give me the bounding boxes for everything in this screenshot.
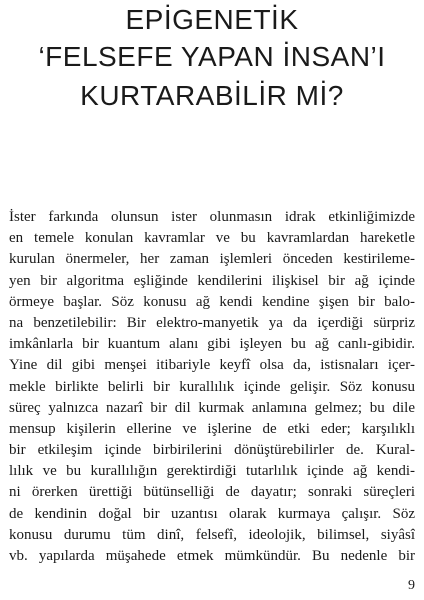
page-number: 9 [408, 578, 415, 593]
body-line: İster farkında olunsun ister olunmasın idrak etkinliğimizde [9, 209, 415, 225]
body-paragraph [9, 207, 415, 567]
body-line: kurulan önermeler, her zaman işlemleri önceden kestirileme- [9, 251, 415, 268]
body-line: imkânlarla bir kuantum alanı gibi işleyen bu ağ canlı-gibidir. [9, 336, 415, 353]
body-line: bir etkileşim içinde birbirilerini dönüştürebilirler de. Kural- [9, 442, 415, 459]
body-line: Yine dil gibi menşei itibariyle keyfî olsa da, istisnaları içer- [9, 357, 415, 374]
chapter-title-line-1: EPİGENETİK [125, 4, 299, 35]
chapter-title-line-3: KURTARABİLİR Mİ? [80, 80, 344, 111]
body-line: ni örerken ürettiği bütünselliği de dayatır; sonraki süreçleri [9, 484, 415, 501]
body-line: de kendinin doğal bir uzantısı olarak kurmaya çalışır. Söz [9, 505, 415, 522]
body-line: na benzetilebilir: Bir elektro-manyetik ya da içerdiği sürpriz [9, 314, 415, 331]
body-line: süreç yalnızca nazarî bir dil kurmak anlamına gelmez; bu dile [9, 399, 415, 416]
body-line: konusu durumu tüm dinî, felsefî, ideolojik, bilimsel, siyâsî [9, 526, 415, 543]
body-line: yen bir algoritma eşliğinde kendilerini ilişkisel bir ağ içinde [9, 272, 415, 289]
body-line: en temele konulan kavramlar ve bu kavramlardan hareketle [9, 230, 415, 247]
body-line: mensup kişilerin ellerine ve işlerine de etki eder; karşılıklı [9, 420, 415, 437]
body-line: lılık ve bu kurallılığın gerektirdiği tutarlılık içinde ağ kendi- [9, 463, 415, 480]
body-line: örmeye başlar. Söz konusu ağ kendi kendine şişen bir balo- [9, 293, 415, 310]
body-line: vb. yapılarda müşahede etmek mümkündür. Bu nedenle bir [9, 548, 415, 564]
body-line: mekle birlikte belirli bir kurallılık içinde gelişir. Söz konusu [9, 378, 415, 395]
chapter-title-line-2: ‘FELSEFE YAPAN İNSAN’I [38, 41, 386, 72]
